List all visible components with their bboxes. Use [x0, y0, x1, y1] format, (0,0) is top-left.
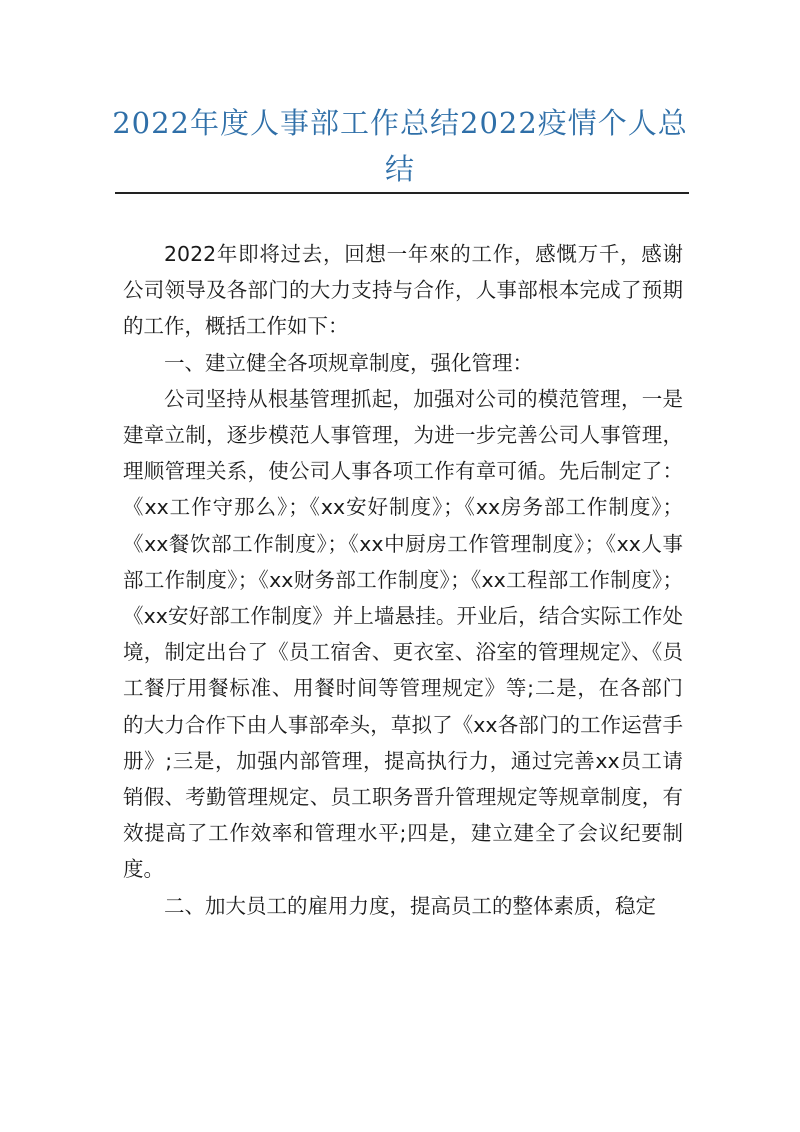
document-body [123, 236, 683, 924]
body-paragraph: 公司坚持从根基管理抓起，加强对公司的模范管理，一是建章立制，逐步模范人事管理，为进一步完善公司人事管理，理顺管理关系，使公司人事各项工作有章可循。先后制定了：《xx工作守那么》；《xx安好制度》；《xx房务部工作制度》；《xx餐饮部工作制度》；《xx中厨房工作管理制度》；《xx人事部工作制度》；《xx财务部工作制度》；《xx工程部工作制度》；《xx安好部工作制度》并上墙悬挂。开业后，结合实际工作处境，制定出台了《员工宿舍、更衣室、浴室的管理规定》、《员工餐厅用餐标准、用餐时间等管理规定》等;二是，在各部门的大力合作下由人事部牵头，草拟了《xx各部门的工作运营手册》;三是，加强内部管理，提高执行力，通过完善xx员工请销假、考勤管理规定、员工职务晋升管理规定等规章制度，有效提高了工作效率和管理水平;四是，建立建全了会议纪要制度。 [123, 386, 683, 882]
section-heading: 一、建立健全各项规章制度，强化管理： [164, 350, 533, 375]
title-underline [115, 192, 689, 194]
document-title: 2022年度人事部工作总结2022疫情个人总结 [112, 106, 688, 186]
section-heading: 二、加大员工的雇用力度，提高员工的整体素质，稳定 [164, 893, 656, 918]
body-paragraph: 2022年即将过去，回想一年來的工作，感慨万千，感谢公司领导及各部门的大力支持与合作，人事部根本完成了预期的工作，概括工作如下： [123, 242, 683, 339]
